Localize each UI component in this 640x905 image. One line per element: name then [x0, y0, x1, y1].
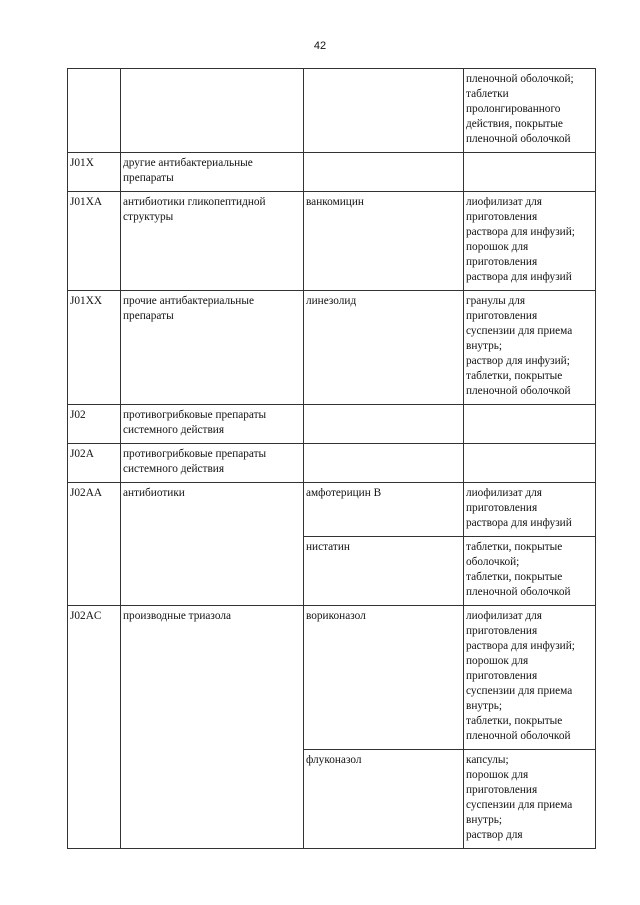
dosage-form-line: лиофилизат для: [466, 487, 542, 499]
dosage-form-cell: [464, 444, 596, 483]
drug-name-cell: ванкомицин: [304, 192, 464, 291]
table-row: [68, 405, 596, 444]
dosage-form-line: пленочной оболочкой: [466, 385, 571, 397]
dosage-form-line: таблетки, покрытые: [466, 541, 563, 553]
group-name-cell: [121, 291, 304, 405]
group-name-cell: [121, 69, 304, 153]
dosage-form-cell: [464, 483, 596, 537]
dosage-form-line: лиофилизат для: [466, 610, 542, 622]
group-name-line: препараты: [123, 172, 174, 184]
dosage-form-line: внутрь;: [466, 814, 503, 826]
dosage-form-line: порошок для: [466, 769, 529, 781]
drug-name-cell: флуконазол: [304, 750, 464, 849]
group-name-line: структуры: [123, 211, 174, 223]
dosage-form-cell: [464, 192, 596, 291]
dosage-form-line: оболочкой;: [466, 556, 520, 568]
drug-name-cell: нистатин: [304, 537, 464, 606]
dosage-form-line: раствор для: [466, 829, 523, 841]
dosage-form-line: пленочной оболочкой: [466, 586, 571, 598]
atc-code-cell: J01XX: [68, 291, 121, 405]
drug-name-cell: [304, 153, 464, 192]
dosage-form-line: раствора для инфузий: [466, 517, 572, 529]
page-number: 42: [313, 40, 327, 52]
group-name-cell: [121, 483, 304, 606]
group-name-cell: [121, 192, 304, 291]
dosage-form-line: внутрь;: [466, 340, 503, 352]
group-name-line: производные триазола: [123, 610, 231, 622]
group-name-line: препараты: [123, 310, 174, 322]
atc-code-cell: J02: [68, 405, 121, 444]
dosage-form-line: порошок для: [466, 655, 529, 667]
group-name-line: антибиотики гликопептидной: [123, 196, 266, 208]
dosage-form-line: приготовления: [466, 256, 538, 268]
dosage-form-line: таблетки, покрытые: [466, 571, 563, 583]
group-name-line: противогрибковые препараты: [123, 448, 267, 460]
dosage-form-line: суспензии для приема: [466, 799, 573, 811]
dosage-form-line: пленочной оболочкой: [466, 133, 571, 145]
dosage-form-line: раствора для инфузий;: [466, 640, 575, 652]
group-name-line: системного действия: [123, 424, 225, 436]
dosage-form-cell: [464, 153, 596, 192]
dosage-form-line: капсулы;: [466, 754, 509, 766]
group-name-line: антибиотики: [123, 487, 185, 499]
drug-name-cell: [304, 69, 464, 153]
dosage-form-cell: [464, 606, 596, 750]
group-name-cell: [121, 444, 304, 483]
dosage-form-cell: [464, 291, 596, 405]
drug-name-cell: вориконазол: [304, 606, 464, 750]
table-row: [68, 606, 596, 750]
dosage-form-cell: [464, 537, 596, 606]
dosage-form-line: приготовления: [466, 784, 538, 796]
dosage-form-line: пленочной оболочкой: [466, 730, 571, 742]
atc-code-cell: J01XA: [68, 192, 121, 291]
dosage-form-line: таблетки, покрытые: [466, 370, 563, 382]
dosage-form-line: раствор для инфузий;: [466, 355, 570, 367]
drug-name-cell: [304, 405, 464, 444]
atc-code-cell: J01X: [68, 153, 121, 192]
dosage-form-line: суспензии для приема: [466, 325, 573, 337]
table-row: [68, 192, 596, 291]
dosage-form-line: лиофилизат для: [466, 196, 542, 208]
table-row: [68, 483, 596, 537]
dosage-form-line: приготовления: [466, 625, 538, 637]
dosage-form-line: приготовления: [466, 670, 538, 682]
dosage-form-line: приготовления: [466, 211, 538, 223]
dosage-form-line: раствора для инфузий: [466, 271, 572, 283]
group-name-line: системного действия: [123, 463, 225, 475]
atc-code-cell: J02AA: [68, 483, 121, 606]
dosage-form-line: таблетки: [466, 88, 509, 100]
table-row: [68, 153, 596, 192]
group-name-line: противогрибковые препараты: [123, 409, 267, 421]
table-row: [68, 291, 596, 405]
table-row: [68, 69, 596, 153]
dosage-form-line: порошок для: [466, 241, 529, 253]
atc-code-cell: J02AC: [68, 606, 121, 849]
dosage-form-line: внутрь;: [466, 700, 503, 712]
group-name-cell: [121, 606, 304, 849]
group-name-line: прочие антибактериальные: [123, 295, 254, 307]
drug-name-cell: амфотерицин В: [304, 483, 464, 537]
dosage-form-line: приготовления: [466, 310, 538, 322]
dosage-form-line: действия, покрытые: [466, 118, 563, 130]
drug-name-cell: [304, 444, 464, 483]
dosage-form-cell: [464, 750, 596, 849]
dosage-form-line: пленочной оболочкой;: [466, 73, 574, 85]
dosage-form-cell: [464, 405, 596, 444]
dosage-form-line: раствора для инфузий;: [466, 226, 575, 238]
table-row: [68, 444, 596, 483]
atc-code-cell: J02A: [68, 444, 121, 483]
drug-name-cell: линезолид: [304, 291, 464, 405]
atc-code-cell: [68, 69, 121, 153]
dosage-form-cell: [464, 69, 596, 153]
group-name-cell: [121, 153, 304, 192]
group-name-cell: [121, 405, 304, 444]
dosage-form-line: гранулы для: [466, 295, 526, 307]
dosage-form-line: приготовления: [466, 502, 538, 514]
dosage-form-line: пролонгированного: [466, 103, 561, 115]
drug-table: [67, 68, 596, 849]
dosage-form-line: таблетки, покрытые: [466, 715, 563, 727]
dosage-form-line: суспензии для приема: [466, 685, 573, 697]
group-name-line: другие антибактериальные: [123, 157, 253, 169]
